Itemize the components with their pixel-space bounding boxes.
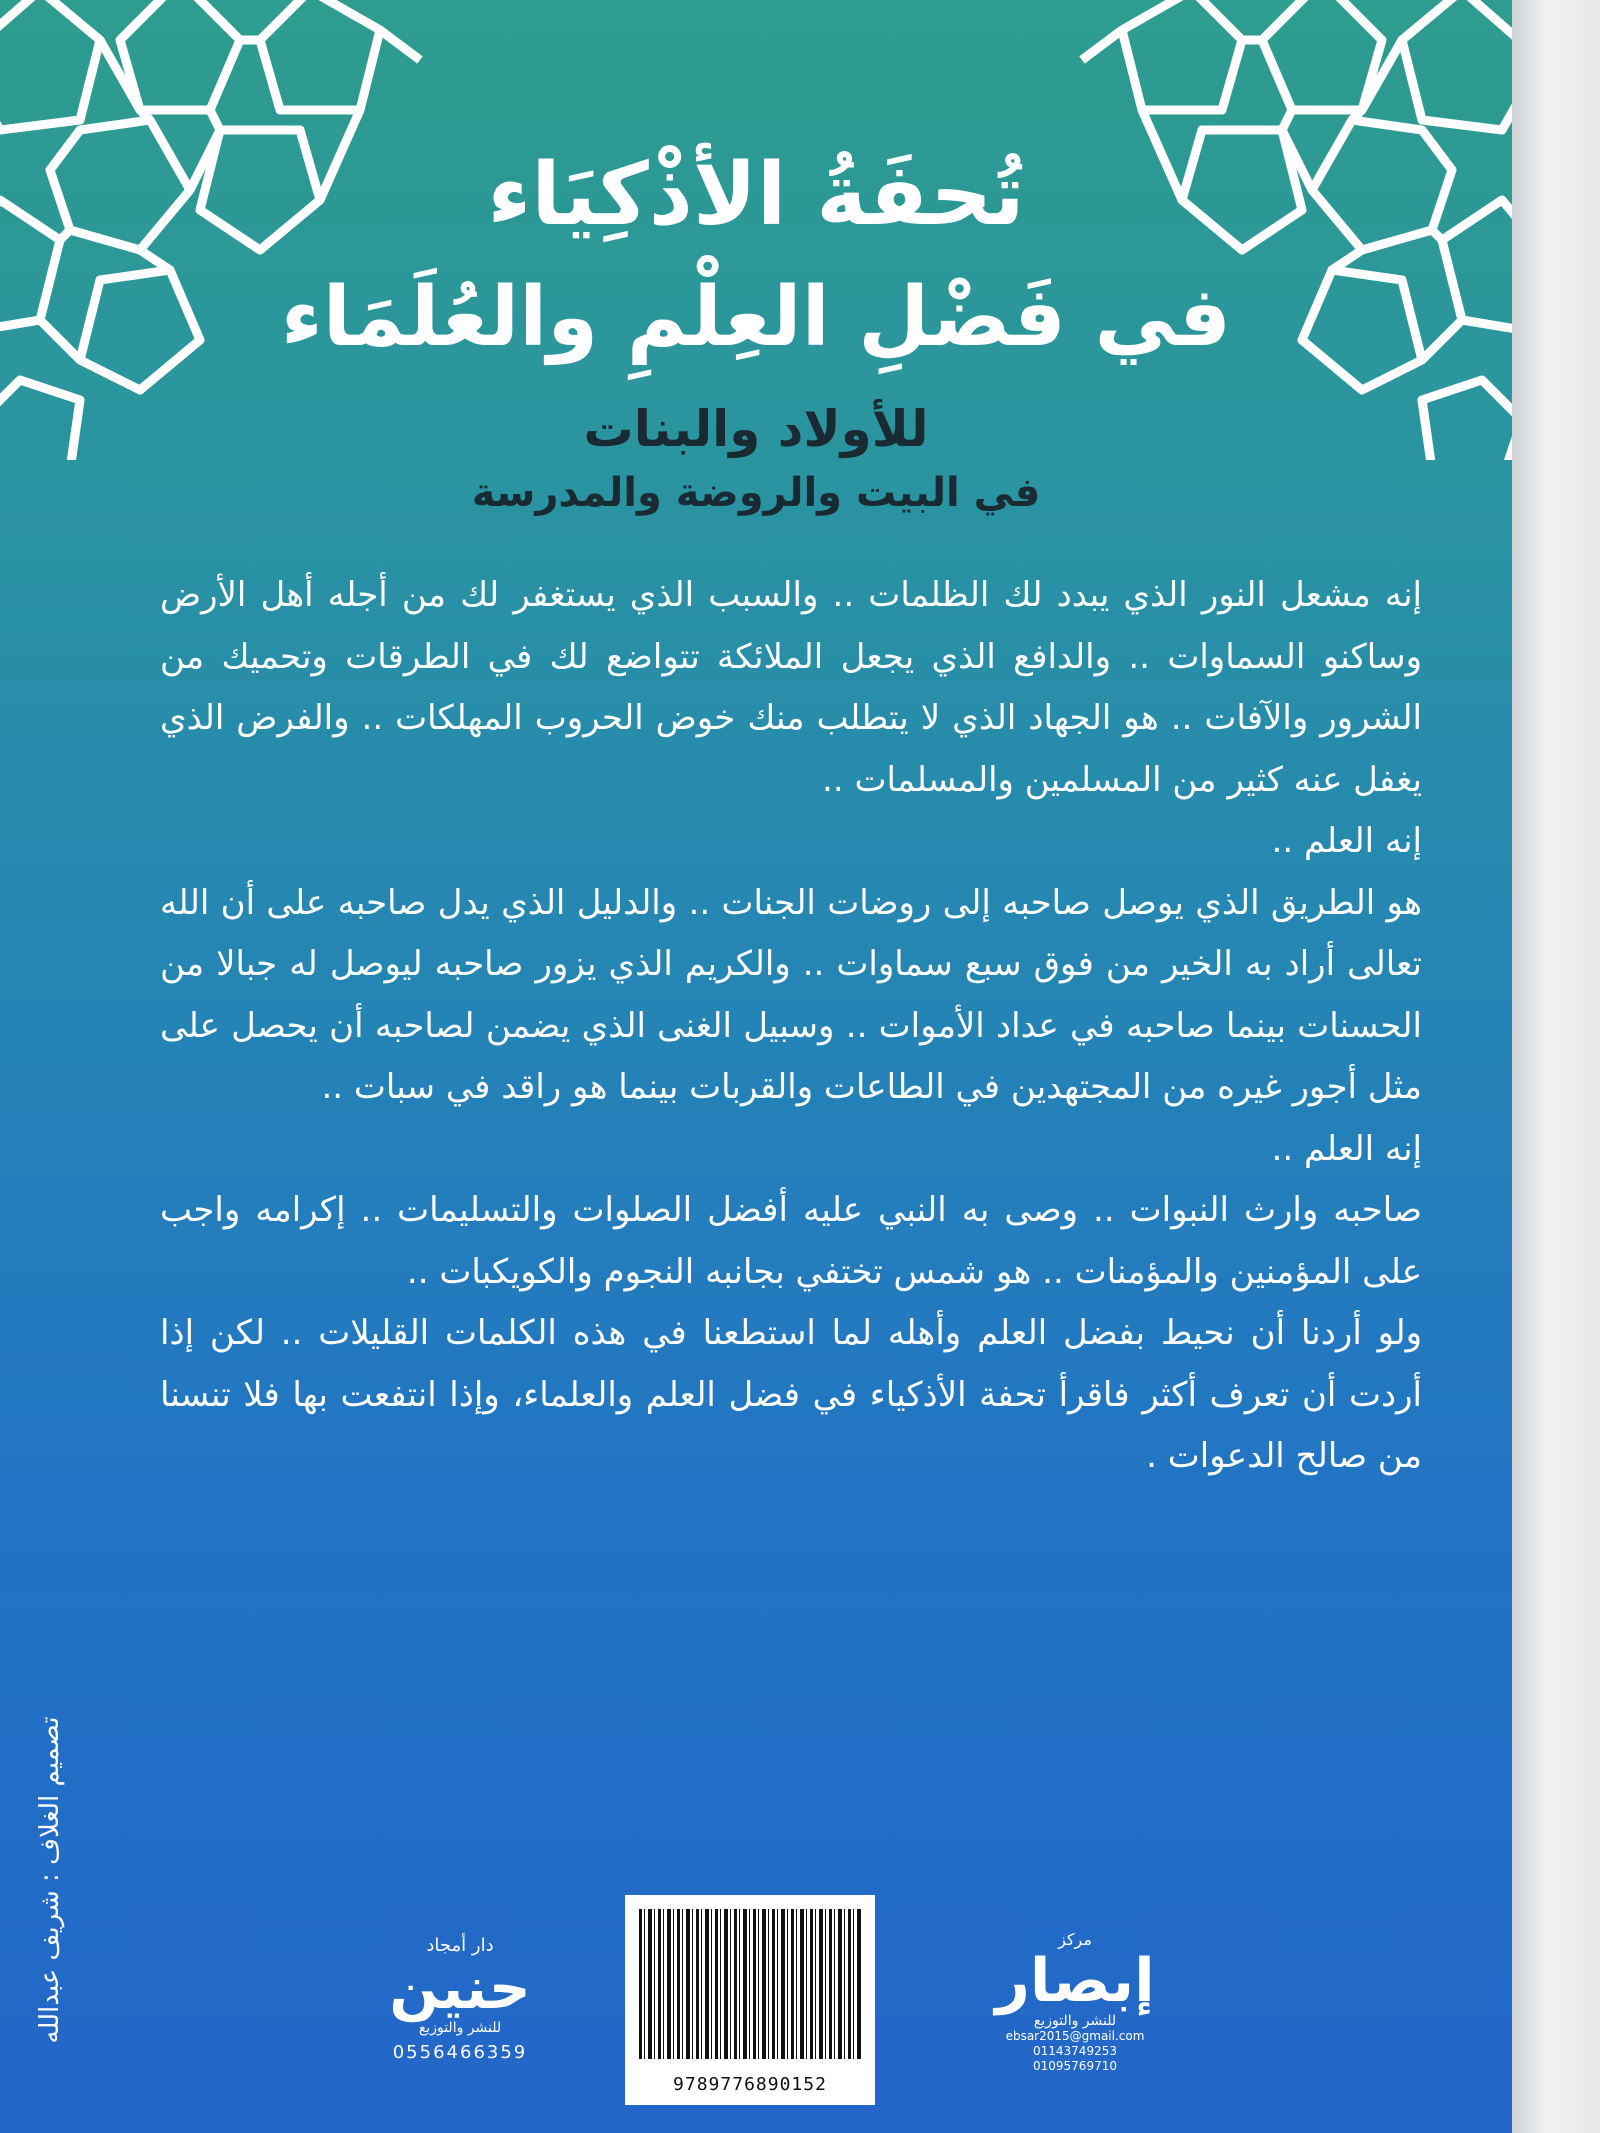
isbn-barcode xyxy=(625,1895,875,2105)
publisher-logo-sub: للنشر والتوزيع xyxy=(1033,2013,1117,2029)
barcode-bars xyxy=(639,1909,861,2059)
blurb-paragraph: صاحبه وارث النبوات .. وصى به النبي عليه أفضل الصلوات والتسليمات .. إكرامه واجب على المؤمنين والمؤمنات .. هو شمس تختفي بجانبه النجوم والكويكبات .. xyxy=(160,1190,1422,1292)
blurb-paragraph: هو الطريق الذي يوصل صاحبه إلى روضات الجنات .. والدليل الذي يدل صاحبه على أن الله تعالى أراد به الخير من فوق سبع سماوات .. والكريم الذي يزور صاحبه ليوصل له جبالا من الحسنات بينما صاحبه في عداد الأموات .. وسبيل الغنى الذي يضمن لصاحبه أن يحصل على مثل أجور غيره من المجتهدين في الطاعات والقربات بينما هو راقد في سبات .. xyxy=(160,882,1422,1107)
page-background xyxy=(1512,0,1600,2133)
publisher-logo-ebsar xyxy=(975,1930,1175,2105)
cover-design-credit xyxy=(30,1660,70,2100)
publisher-phone: 01143749253 xyxy=(1033,2044,1117,2058)
book-title: تُحفَةُ الأذْكِيَاء xyxy=(487,145,1025,245)
book-subtitle-line2: في البيت والروضة والمدرسة xyxy=(471,470,1041,516)
cover-design-credit-text: تصميم الغلاف : شريف عبدالله xyxy=(35,1716,65,2044)
publisher-logo-top: دار أمجاد xyxy=(426,1935,494,1956)
publisher-logo-name: حنين xyxy=(389,1954,531,2022)
publisher-logo-top: مركز xyxy=(1058,1930,1092,1949)
publisher-logo-sub: للنشر والتوزيع xyxy=(418,2020,502,2036)
publisher-phone: 0556466359 xyxy=(392,2042,528,2063)
publisher-logo-haneen xyxy=(370,1935,550,2095)
blurb-paragraph: إنه مشعل النور الذي يبدد لك الظلمات .. والسبب الذي يستغفر لك من أجله أهل الأرض وساكنو السماوات .. والدافع الذي يجعل الملائكة تتواضع لك في الطرقات وتحميك من الشرور والآفات .. هو الجهاد الذي لا يتطلب منك خوض الحروب المهلكات .. والفرض الذي يغفل عنه كثير من المسلمين والمسلمات .. xyxy=(160,575,1422,800)
blurb-paragraph: إنه العلم .. xyxy=(1271,1128,1422,1169)
publisher-email: ebsar2015@gmail.com xyxy=(1005,2029,1145,2043)
isbn-number: 9789776890152 xyxy=(673,2074,827,2095)
blurb-paragraph: ولو أردنا أن نحيط بفضل العلم وأهله لما استطعنا في هذه الكلمات القليلات .. لكن إذا أردت أن تعرف أكثر فاقرأ تحفة الأذكياء في فضل العلم والعلماء، وإذا انتفعت بها فلا تنسنا من صالح الدعوات . xyxy=(160,1313,1422,1476)
blurb-paragraph: إنه العلم .. xyxy=(1271,821,1422,861)
publisher-logo-name: إبصار xyxy=(995,1946,1155,2016)
blurb-text xyxy=(160,565,1422,1488)
book-subtitle: للأولاد والبنات xyxy=(583,400,929,458)
publisher-phone: 01095769710 xyxy=(1033,2059,1117,2073)
book-title-line2: في فَضْلِ العِلْمِ والعُلَمَاء xyxy=(280,270,1232,365)
